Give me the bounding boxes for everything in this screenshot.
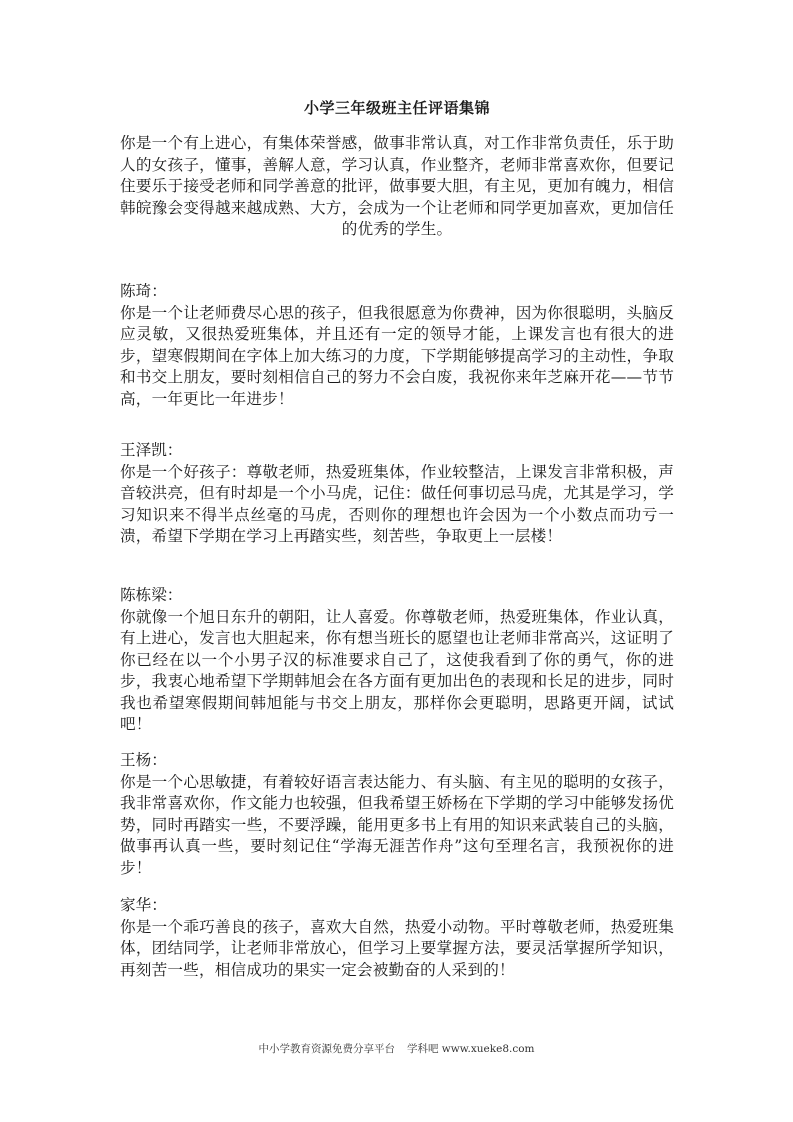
student-name: 陈琦： xyxy=(120,282,167,300)
comment-entry-wang-yang xyxy=(120,750,674,879)
footer-site-link[interactable]: 学科吧 www.xueke8.com xyxy=(406,1043,535,1055)
page-footer xyxy=(0,1042,793,1056)
comment-text: 你是一个让老师费尽心思的孩子，但我很愿意为你费神，因为你很聪明，头脑反应灵敏，又很热爱班集体，并且还有一定的领导才能，上课发言也有很大的进步，望寒假期间在字体上加大练习的力度，下学期能够提高学习的主动性，争取和书交上朋友，要时刻相信自己的努力不会白废，我祝你来年芝麻开花——节节高，一年更比一年进步！ xyxy=(120,303,674,408)
comment-entry-chen-qi xyxy=(120,281,674,410)
footer-platform-text: 中小学教育资源免费分享平台 xyxy=(258,1043,395,1055)
comment-entry-chen-dongliang xyxy=(120,585,674,736)
comment-text: 你是一个心思敏捷，有着较好语言表达能力、有头脑、有主见的聪明的女孩子，我非常喜欢你，作文能力也较强，但我希望王娇杨在下学期的学习中能够发扬优势，同时再踏实一些，不要浮躁，能用更多书上有用的知识来武装自己的头脑，做事再认真一些，要时刻记住“学海无涯苦作舟”这句至理名言，我预祝你的进步！ xyxy=(120,772,674,877)
comment-text: 你是一个乖巧善良的孩子，喜欢大自然，热爱小动物。平时尊敬老师，热爱班集体，团结同学，让老师非常放心，但学习上要掌握方法，要灵活掌握所学知识，再刻苦一些，相信成功的果实一定会被勤奋的人采到的！ xyxy=(120,917,674,979)
student-name: 家华： xyxy=(120,896,167,914)
student-name: 陈栋梁： xyxy=(120,586,183,604)
comment-text: 你是一个好孩子：尊敬老师，热爱班集体，作业较整洁，上课发言非常积极，声音较洪亮，但有时却是一个小马虎，记住：做任何事切忌马虎，尤其是学习，学习知识来不得半点丝毫的马虎，否则你的理想也许会因为一个小数点而功亏一溃，希望下学期在学习上再踏实些，刻苦些，争取更上一层楼！ xyxy=(120,462,674,545)
comment-entry-wang-zekai xyxy=(120,440,674,548)
student-name: 王杨： xyxy=(120,751,167,769)
student-name: 王泽凯： xyxy=(120,441,183,459)
intro-paragraph: 你是一个有上进心，有集体荣誉感，做事非常认真，对工作非常负责任，乐于助人的女孩子，懂事，善解人意，学习认真，作业整齐，老师非常喜欢你，但要记住要乐于接受老师和同学善意的批评，做事要大胆，有主见，更加有魄力，相信韩皖豫会变得越来越成熟、大方，会成为一个让老师和同学更加喜欢，更加信任的优秀的学生。 xyxy=(120,134,674,238)
document-title: 小学三年级班主任评语集锦 xyxy=(303,99,490,117)
comment-text: 你就像一个旭日东升的朝阳，让人喜爱。你尊敬老师，热爱班集体，作业认真，有上进心，发言也大胆起来，你有想当班长的愿望也让老师非常高兴，这证明了你已经在以一个小男子汉的标准要求自己了，这使我看到了你的勇气，你的进步，我衷心地希望下学期韩旭会在各方面有更加出色的表现和长足的进步，同时我也希望寒假期间韩旭能与书交上朋友，那样你会更聪明，思路更开阔，试试吧！ xyxy=(120,607,674,733)
comment-entry-jia-hua xyxy=(120,895,674,981)
